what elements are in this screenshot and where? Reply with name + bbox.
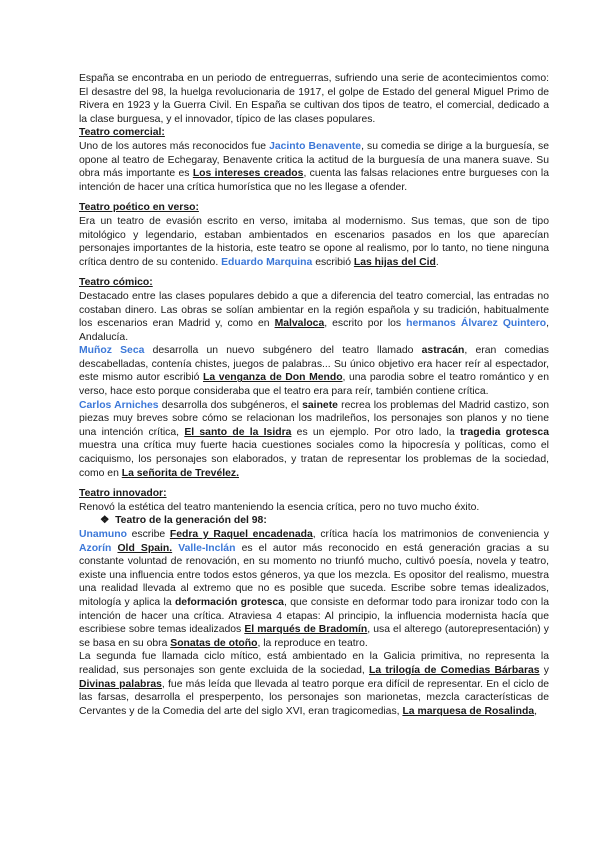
- work-title: La venganza de Don Mendo: [203, 372, 343, 384]
- text: , Andalucía.: [79, 318, 550, 343]
- innovador-paragraph-2: [79, 650, 549, 718]
- text: es el autor más reconocido en está generación gracias a su constante voluntad de renovación, en su momento no triunfó mucho, cultivó poesía, novela y teatro, existe una influencia entre todos estos géneros, ya que los mezcla. Es opositor del realismo, muestra una realidad llevada al extremo que no es posible que suceda. Escribe sobre temas idealizados, mitología y aplica la: [79, 542, 549, 608]
- document-page: [79, 72, 549, 718]
- text: y: [539, 664, 549, 676]
- work-title: Divinas palabras: [79, 678, 162, 690]
- term: tragedia grotesca: [460, 426, 549, 438]
- text: desarrolla dos subgéneros, el: [158, 399, 303, 411]
- innovador-intro: Renovó la estética del teatro manteniendo la esencia crítica, pero no tuvo mucho éxito.: [79, 501, 480, 513]
- text: .: [435, 256, 439, 268]
- author-benavente: Jacinto Benavente: [269, 140, 362, 152]
- author-azorin: Azorín: [79, 542, 112, 554]
- work-title: Sonatas de otoño: [170, 637, 258, 649]
- text: , cuenta las falsas relaciones entre burgueses con la intención de hacer una crítica humorística que no les llegase a ofender.: [79, 168, 549, 193]
- subheading-text: Teatro de la generación del 98:: [115, 515, 267, 527]
- text: Uno de los autores más reconocidos fue: [79, 140, 270, 152]
- author-valle-inclan: Valle-Inclán: [178, 542, 236, 554]
- section-heading-poetico: Teatro poético en verso:: [79, 202, 199, 214]
- section-heading-innovador: Teatro innovador:: [79, 488, 167, 500]
- text: La segunda fue llamada ciclo mítico, está ambientado en la Galicia primitiva, no representa la realidad, sus personajes son gente excluida de la sociedad,: [79, 651, 549, 676]
- comercial-paragraph: [79, 140, 549, 194]
- author-munoz-seca: Muñoz Seca: [79, 345, 145, 357]
- innovador-paragraph-1: [79, 528, 549, 650]
- text: Destacado entre las clases populares debido a que a diferencia del teatro comercial, las entradas no costaban dinero. Las obras se solían ambientar en la región española y su tradición, habitualmente los escenarios eran Madrid y, como en: [79, 290, 549, 330]
- work-title: Las hijas del Cid: [353, 256, 436, 268]
- text: muestra una crítica muy fuerte hacia cuestiones sociales como la hipocresía y políticas, como el caciquismo, los personajes son elaborados, y tratan de representar los problemas de la sociedad, como en: [79, 440, 549, 479]
- text: , la reproduce en teatro.: [257, 637, 368, 649]
- section-heading-comico: Teatro cómico:: [79, 277, 153, 289]
- term: deformación grotesca: [174, 596, 284, 608]
- author-marquina: Eduardo Marquina: [221, 256, 313, 268]
- text: , su comedia se dirige a la burguesía, se opone al teatro de Echegaray, Benavente critica la actitud de la burguesía de una manera suave. Su obra más importante es: [79, 140, 550, 180]
- author-alvarez-quintero: hermanos Álvarez Quintero: [406, 318, 547, 330]
- text: escribió: [312, 256, 354, 268]
- text: Era un teatro de evasión escrito en verso, imitaba al modernismo. Sus temas, que son de tipo mitológico y legendario, estaban ambientados en escenarios pasados en los que aparecían personajes importantes de la historia, este teatro se opone al realismo, por lo tanto, no tiene ninguna crítica dentro de su contenido.: [79, 215, 549, 268]
- work-title: Los intereses creados: [192, 168, 304, 180]
- work-title: La marquesa de Rosalinda: [402, 705, 535, 717]
- poetico-paragraph: [79, 215, 549, 269]
- text: recrea los problemas del Madrid castizo, son piezas muy breves sobre cómo se relacionan los madrileños, los personajes son planos y no tiene una intención crítica,: [79, 399, 550, 438]
- text: , que consiste en deformar todo para ironizar todo con la intención de hacer una crítica. Atraviesa 4 etapas: Al principio, la influencia modernista hacía que escribiese sobre temas idealizados: [79, 596, 549, 636]
- work-title: La trilogía de Comedias Bárbaras: [369, 664, 540, 676]
- diamond-bullet-icon: ❖: [100, 515, 110, 527]
- text: es un ejemplo. Por otro lado, la: [291, 426, 460, 438]
- work-title: Old Spain.: [117, 542, 173, 554]
- work-title: Malvaloca: [274, 318, 325, 330]
- work-title: Fedra y Raquel encadenada: [169, 529, 313, 540]
- term: sainete: [302, 399, 338, 411]
- work-title: El santo de la Isidra: [184, 426, 292, 438]
- text: ,: [534, 705, 537, 717]
- work-title: La señorita de Trevélez.: [121, 467, 239, 479]
- author-arniches: Carlos Arniches: [79, 399, 159, 411]
- author-unamuno: Unamuno: [79, 529, 127, 540]
- comico-paragraph-2: [79, 344, 549, 398]
- text: , crítica hacía los matrimonios de conveniencia y: [312, 529, 549, 540]
- text: , escrito por los: [324, 318, 407, 330]
- term: astracán: [421, 345, 465, 357]
- work-title: El marqués de Bradomín: [244, 624, 368, 636]
- intro-paragraph: España se encontraba en un periodo de entreguerras, sufriendo una serie de acontecimientos como: El desastre del 98, la huelga revolucionaria de 1917, el golpe de Estado del general Miguel Primo de Rivera en 1923 y la Guerra Civil. En España se cultivan dos tipos de teatro, el comercial, dedicado a la clase burguesa, y el innovador, típico de las clases populares.: [79, 73, 549, 125]
- text: , usa el alterego (autorepresentación) y se basa en su obra: [79, 624, 549, 649]
- text: , una parodia sobre el teatro romántico y en verso, hace esto porque consideraba que el teatro era para reír, también contiene crítica.: [79, 372, 549, 398]
- comico-paragraph-3: [79, 399, 549, 481]
- comico-paragraph-1: [79, 290, 549, 344]
- section-heading-comercial: Teatro comercial:: [79, 127, 165, 139]
- text: escribe: [126, 529, 170, 540]
- subheading-generacion-98: [79, 514, 549, 528]
- text: , fue más leída que llevada al teatro porque era difícil de representar. En el ciclo de las farsas, desarrolla el presperpento, los personajes son marionetas, mezcla características de Cervantes y de la Comedia del arte del siglo XVI, eran tragicomedias,: [79, 678, 549, 717]
- text: , eran comedias descabelladas, contenía chistes, juegos de palabras... Su único objetivo era hacer reír al espectador, este mismo autor escribió: [79, 345, 549, 384]
- text: desarrolla un nuevo subgénero del teatro llamado: [144, 345, 422, 357]
